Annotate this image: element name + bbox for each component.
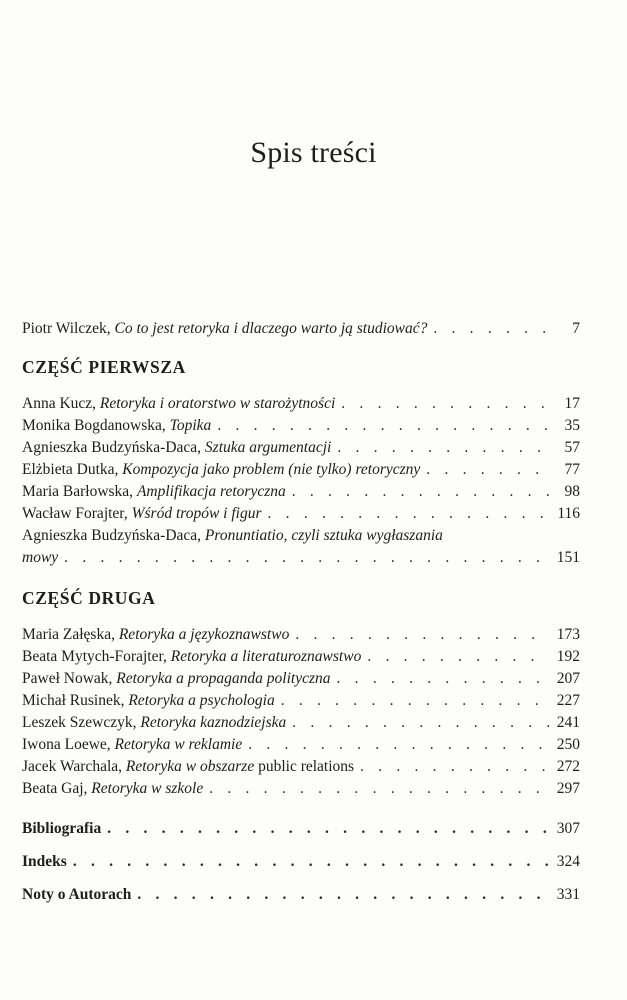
entry-author: Beata Gaj, [22,780,88,797]
entry-page: 57 [564,439,580,456]
entry-author: Agnieszka Budzyńska-Daca, [22,439,202,456]
table-of-contents [22,318,580,906]
entry-author: Maria Załęska, [22,626,115,643]
entry-page: 35 [564,417,580,434]
entry-page: 324 [556,853,580,870]
dot-leader [64,547,550,569]
toc-entry[interactable] [22,734,580,756]
entry-label: Noty o Autorach [22,886,132,903]
toc-entry[interactable] [22,503,580,525]
dot-leader [73,851,550,873]
toc-entry[interactable] [22,646,580,668]
entry-page: 151 [556,549,580,566]
entry-title: Retoryka w obszarze [125,758,255,775]
entry-title: Retoryka a propaganda polityczna [116,670,331,687]
dot-leader [217,415,550,437]
toc-entry[interactable] [22,393,580,415]
toc-entry[interactable] [22,481,580,503]
entry-title: Pronuntiatio, czyli sztuka wygłaszania [204,527,443,544]
dot-leader [248,734,550,756]
entry-author: Michał Rusinek, [22,692,125,709]
dot-leader [341,393,550,415]
dot-leader [107,818,550,840]
entry-page: 331 [556,886,580,903]
entry-page: 77 [564,461,580,478]
dot-leader [360,756,550,778]
entry-author: Maria Barłowska, [22,483,134,500]
entry-page: 241 [556,714,580,731]
entry-page: 98 [564,483,580,500]
entry-author: Jacek Warchala, [22,758,123,775]
entry-title: Co to jest retoryka i dlaczego warto ją studiować? [114,320,428,337]
page-title: Spis treści [250,136,377,169]
dot-leader [337,668,550,690]
entry-title-continued: mowy [22,549,59,566]
entry-page: 227 [556,692,580,709]
dot-leader [137,884,550,906]
toc-entry-authors-notes[interactable] [22,884,580,906]
toc-entry-index[interactable] [22,851,580,873]
entry-page: 17 [564,395,580,412]
dot-leader [337,437,550,459]
entry-author: Anna Kucz, [22,395,97,412]
dot-leader [268,503,550,525]
entry-title: Retoryka a językoznawstwo [118,626,290,643]
toc-entry-intro[interactable] [22,318,580,340]
entry-page: 207 [556,670,580,687]
entry-label: Indeks [22,853,67,870]
toc-entry[interactable] [22,756,580,778]
entry-page: 173 [556,626,580,643]
toc-entry[interactable] [22,712,580,734]
toc-entry[interactable] [22,778,580,800]
entry-title: Wśród tropów i figur [131,505,262,522]
toc-entry-multiline[interactable] [22,525,580,569]
entry-author: Elżbieta Dutka, [22,461,119,478]
toc-entry[interactable] [22,459,580,481]
entry-title: Retoryka a psychologia [128,692,275,709]
entry-author: Paweł Nowak, [22,670,113,687]
entry-author: Iwona Loewe, [22,736,111,753]
dot-leader [295,624,550,646]
entry-author: Leszek Szewczyk, [22,714,137,731]
dot-leader [426,459,550,481]
toc-entry[interactable] [22,668,580,690]
section-heading-part2: CZĘŚĆ DRUGA [22,588,156,608]
entry-page: 297 [556,780,580,797]
entry-title-plain: public relations [258,758,355,775]
entry-page: 307 [556,820,580,837]
entry-title: Topika [169,417,212,434]
entry-title: Sztuka argumentacji [204,439,332,456]
toc-entry[interactable] [22,415,580,437]
entry-page: 250 [556,736,580,753]
toc-entry-lead [22,318,427,340]
entry-title: Retoryka kaznodziejska [140,714,287,731]
dot-leader [433,318,550,340]
entry-title: Retoryka w szkole [91,780,204,797]
entry-label: Bibliografia [22,820,102,837]
entry-author: Agnieszka Budzyńska-Daca, [22,527,202,544]
toc-entry[interactable] [22,690,580,712]
dot-leader [209,778,550,800]
entry-page: 7 [572,320,580,337]
dot-leader [292,481,550,503]
toc-entry[interactable] [22,624,580,646]
dot-leader [292,712,550,734]
dot-leader [281,690,550,712]
section-heading-part1: CZĘŚĆ PIERWSZA [22,357,186,377]
entry-page: 192 [556,648,580,665]
dot-leader [367,646,550,668]
entry-author: Wacław Forajter, [22,505,128,522]
entry-author: Piotr Wilczek, [22,320,111,337]
entry-title: Amplifikacja retoryczna [136,483,286,500]
entry-title: Retoryka w reklamie [114,736,243,753]
toc-entry-bibliography[interactable] [22,818,580,840]
entry-page: 272 [556,758,580,775]
toc-entry[interactable] [22,437,580,459]
entry-author: Monika Bogdanowska, [22,417,166,434]
entry-title: Kompozycja jako problem (nie tylko) retoryczny [122,461,421,478]
entry-author: Beata Mytych-Forajter, [22,648,167,665]
entry-title: Retoryka i oratorstwo w starożytności [99,395,336,412]
entry-page: 116 [557,505,580,522]
entry-title: Retoryka a literaturoznawstwo [170,648,362,665]
